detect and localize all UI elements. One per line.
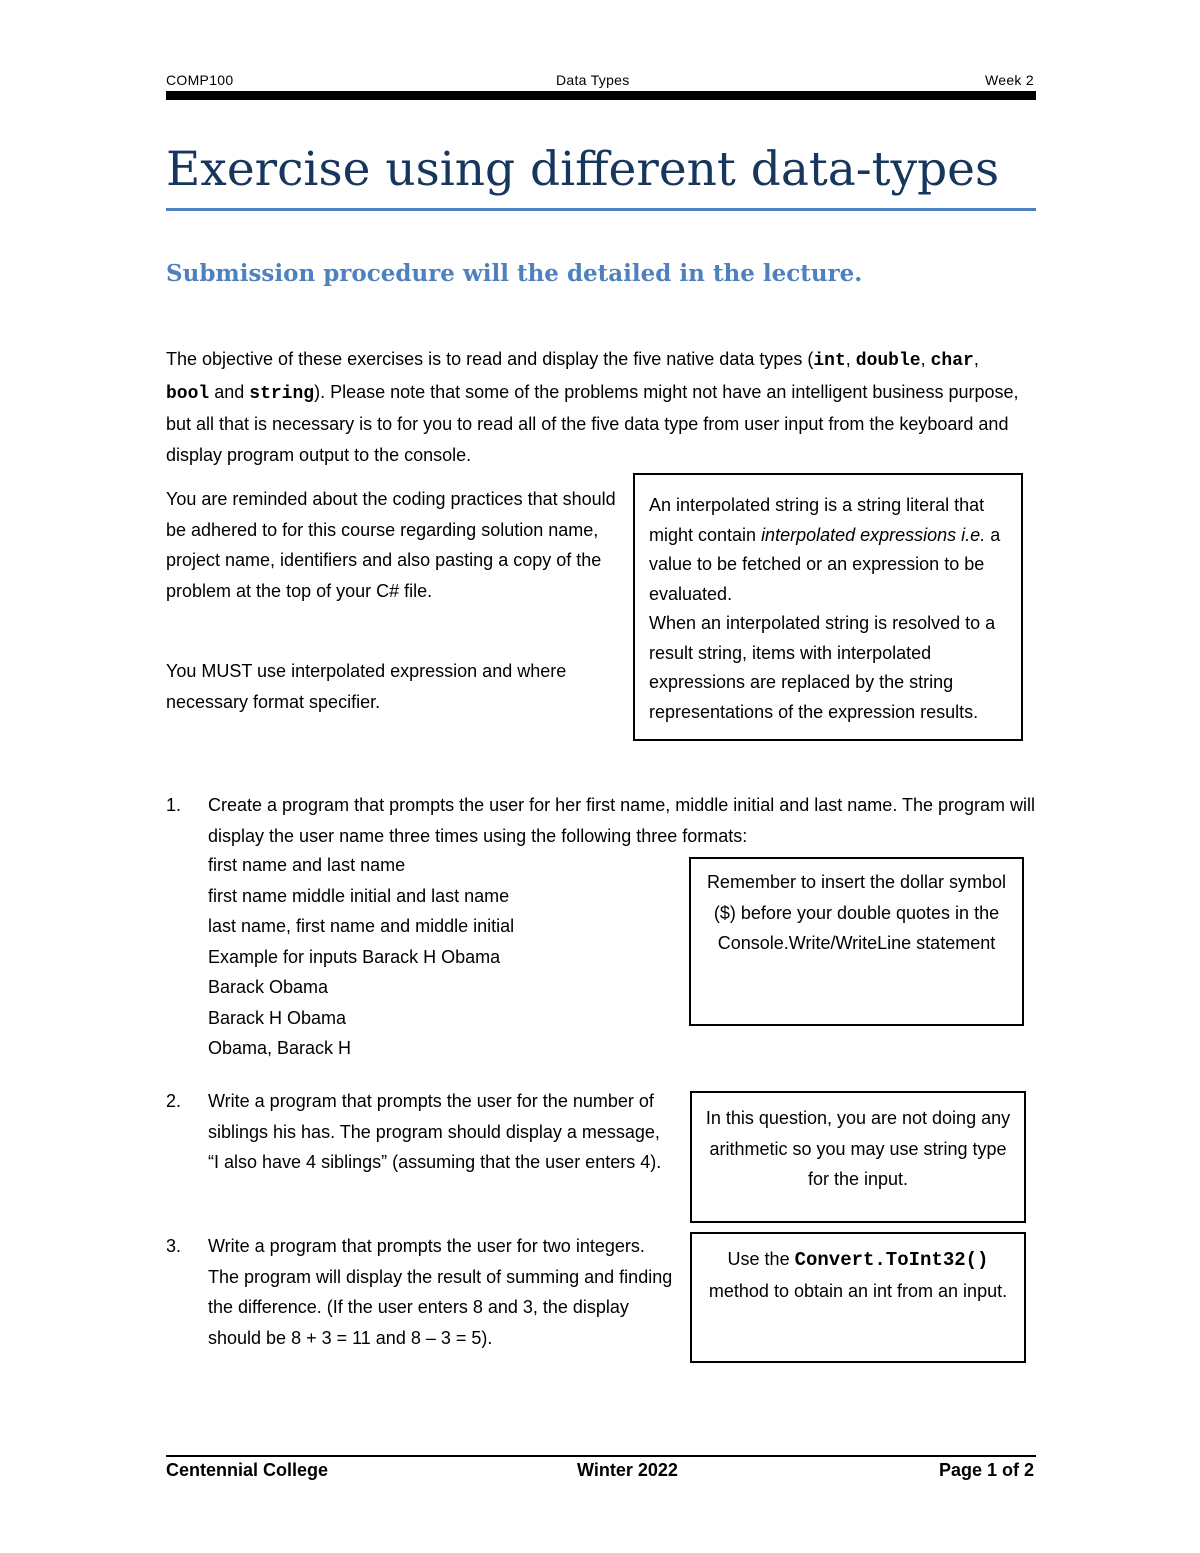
code-int: int: [813, 351, 846, 371]
code-string: string: [249, 383, 315, 404]
intro-sep: ,: [973, 349, 979, 369]
list-item: last name, first name and middle initial: [208, 916, 515, 936]
page-title: Exercise using different data-types: [166, 142, 1000, 197]
note-text: Use the: [727, 1249, 795, 1269]
subtitle: Submission procedure will the detailed in the lecture.: [166, 260, 863, 287]
list-item: Barack Obama: [208, 977, 329, 997]
footer-divider: [166, 1455, 1036, 1457]
intro-sep: ,: [920, 349, 931, 369]
footer-term: Winter 2022: [577, 1460, 678, 1480]
interpolation-requirement-paragraph: You MUST use interpolated expression and where necessary format specifier.: [166, 661, 567, 712]
note-text: method to obtain an int from an input.: [708, 1280, 1008, 1301]
exercise-2-text: Write a program that prompts the user for the number of siblings his has. The program should display a message, “I also have 4 siblings” (assuming that the user enters 4).: [208, 1091, 662, 1172]
intro-text-2: ). Please note that some of the problems might not have an intelligent business purpose, but all that is necessary is to for you to read all of the five data type from user input from the keyboard and display program output to the console.: [166, 381, 1019, 465]
code-double: double: [855, 351, 921, 371]
exercise-number: 2.: [166, 1091, 182, 1111]
exercise-number: 1.: [166, 795, 182, 815]
intro-and: and: [209, 381, 250, 402]
list-item: Obama, Barack H: [208, 1038, 352, 1058]
list-item: first name middle initial and last name: [208, 885, 510, 906]
exercise-1-format-list: [208, 850, 514, 1064]
dollar-symbol-note: Remember to insert the dollar symbol ($) before your double quotes in the Console.Write/WriteLine statement: [689, 857, 1024, 1026]
note-text: When an interpolated string is resolved to a result string, items with interpolated expressions are replaced by the string representations of the expression results.: [649, 613, 996, 722]
note-italic: interpolated expressions i.e.: [761, 524, 986, 545]
note-text: An interpolated string is a string literal that might contain: [649, 495, 985, 545]
code-char: char: [930, 351, 974, 371]
intro-sep: ,: [845, 349, 856, 369]
title-underline: [166, 208, 1036, 211]
intro-paragraph: [166, 344, 1026, 470]
exercise-3-text: Write a program that prompts the user for two integers. The program will display the result of summing and finding the difference. (If the user enters 8 and 3, the display should be 8 + 3 = 11 and 8 – 3 = 5).: [208, 1236, 673, 1348]
footer-page-number: Page 1 of 2: [938, 1460, 1034, 1480]
code-convert: Convert.ToInt32(): [794, 1249, 989, 1271]
header-week: Week 2: [984, 72, 1034, 88]
exercise-1-text: Create a program that prompts the user for her first name, middle initial and last name. The program will display the user name three times using the following three formats:: [208, 795, 1036, 846]
list-item: Barack H Obama: [208, 1007, 347, 1028]
header-course: COMP100: [166, 72, 234, 88]
list-item: Example for inputs Barack H Obama: [208, 946, 501, 967]
header-divider: [166, 91, 1036, 100]
footer-college: Centennial College: [166, 1460, 329, 1480]
interpolated-string-note: [633, 473, 1023, 741]
note-text: a value to be fetched or an expression to be evaluated.: [649, 524, 1001, 604]
exercise-number: 3.: [166, 1236, 182, 1256]
convert-method-note: [690, 1232, 1026, 1363]
header-topic: Data Types: [556, 72, 630, 88]
string-type-note: In this question, you are not doing any arithmetic so you may use string type for the input.: [690, 1091, 1026, 1223]
coding-practices-paragraph: You are reminded about the coding practices that should be adhered to for this course regarding solution name, project name, identifiers and also pasting a copy of the problem at the top of your C# file.: [166, 489, 616, 601]
intro-text-1: The objective of these exercises is to read and display the five native data types (: [166, 349, 814, 369]
list-item: first name and last name: [208, 855, 406, 875]
code-bool: bool: [166, 383, 210, 404]
